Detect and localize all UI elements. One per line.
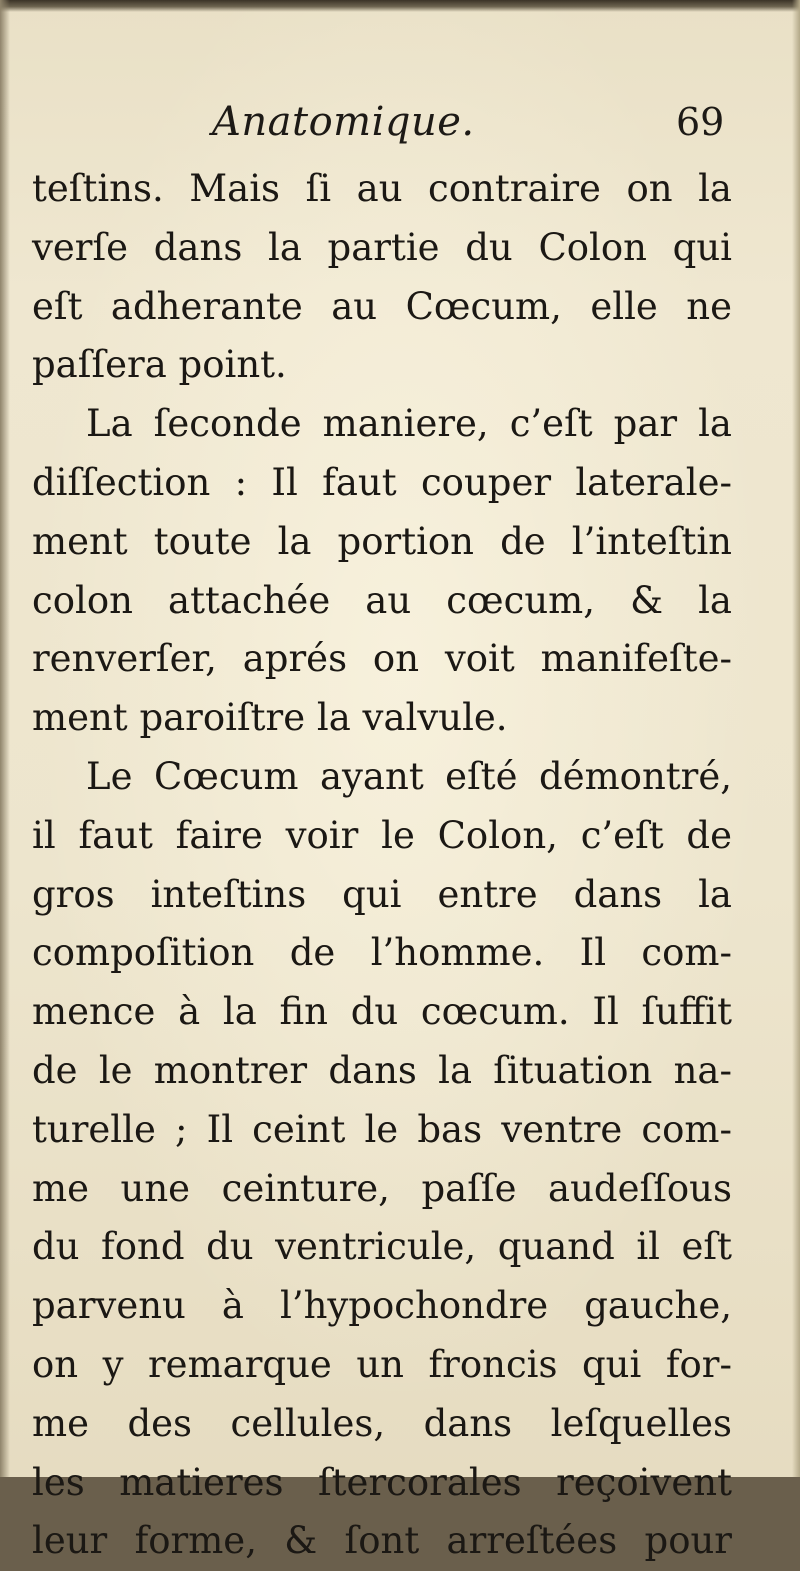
text-line: teſtins. Mais ſi au contraire on la [32, 167, 732, 210]
text-line: La ſeconde maniere, c’eſt par la [86, 402, 732, 446]
text-line: diſſection : Il faut couper laterale- [32, 460, 732, 504]
text-line: verſe dans la partie du Colon qui [32, 225, 732, 269]
page-header [0, 96, 800, 148]
text-line: ment toute la portion de l’inteſtin [32, 519, 732, 563]
page-top-edge [0, 0, 800, 12]
text-line: me une ceinture, paſſe audeſſous [32, 1166, 732, 1210]
text-line: me des cellules, dans leſquelles [32, 1401, 732, 1445]
text-line: turelle ; Il ceint le bas ventre com- [32, 1107, 732, 1151]
text-line: leur forme, & ſont arreſtées pour [32, 1519, 732, 1563]
text-line: renverſer, aprés on voit manifeſte- [32, 637, 732, 681]
text-line: colon attachée au cœcum, & la [32, 578, 732, 622]
text-line: gros inteſtins qui entre dans la [32, 872, 732, 916]
text-line: les matieres ſtercorales reçoivent [32, 1460, 732, 1504]
text-line: Le Cœcum ayant eſté démontré, [86, 754, 732, 798]
text-line: mence à la fin du cœcum. Il ſuffit [32, 990, 732, 1034]
page-right-edge [792, 0, 800, 1477]
running-head: Anatomique. [212, 99, 475, 145]
text-line: eſt adherante au Cœcum, elle ne [32, 284, 732, 328]
page-number: 69 [676, 100, 725, 144]
text-line: du fond du ventricule, quand il eſt [32, 1225, 732, 1269]
text-line: parvenu à l’hypochondre gauche, [32, 1284, 732, 1328]
text-line: compoſition de l’homme. Il com- [32, 931, 732, 975]
text-line: ment paroiſtre la valvule. [32, 696, 508, 740]
text-line: de le montrer dans la ſituation na- [32, 1048, 732, 1092]
body-text [32, 160, 732, 1571]
text-line: on y remarque un froncis qui for- [32, 1342, 732, 1386]
page-gutter-shadow [0, 0, 10, 1477]
text-line: il faut faire voir le Colon, c’eſt de [32, 813, 732, 857]
text-line: paſſera point. [32, 343, 287, 387]
